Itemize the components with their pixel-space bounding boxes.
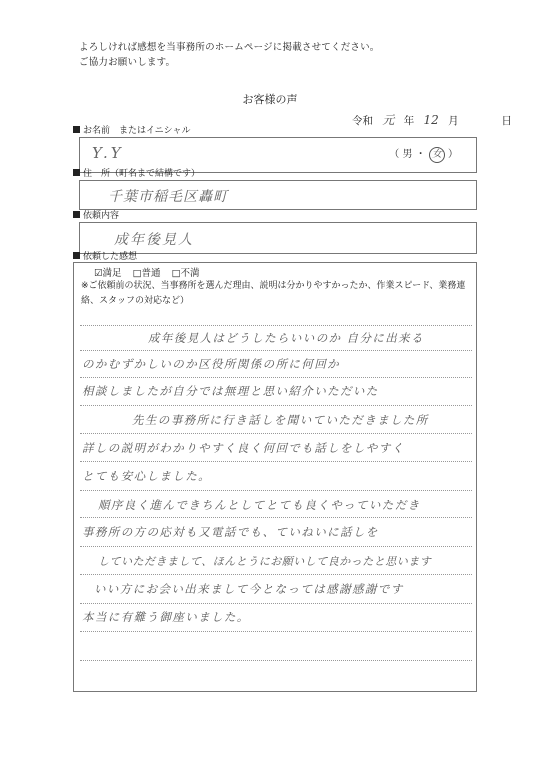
date-month: 12 [423,113,439,127]
impression-label: 依頼した感想 [83,252,138,262]
ruled-line [80,546,472,547]
ruled-line [80,325,472,326]
handwritten-line-9: していただきまして、ほんとうにお願いして良かったと思います [98,555,432,568]
intro-line-2: ご協力お願いします。 [79,57,176,68]
handwritten-line-11: 本当に有難う御座いました。 [82,610,250,624]
gender-choice [389,145,458,163]
ruled-line [80,631,472,632]
gender-selected-circle: 女 [429,147,445,163]
satisfaction-options [94,265,208,279]
square-bullet-icon [73,252,80,259]
request-field [79,222,477,254]
gender-close: ） [448,149,458,160]
date-month-unit: 月 [448,115,459,127]
option-normal: □普通 [132,268,161,279]
request-section-label [73,210,475,222]
square-bullet-icon [73,169,80,176]
handwritten-line-1: 成年後見人はどうしたらいいのか 自分に出来る [148,331,424,345]
ruled-line [80,461,472,462]
date-year: 元 [382,113,395,127]
gender-open: （ 男 ・ [389,149,426,160]
handwritten-line-2: のかむずかしいのか区役所関係の所に何回か [82,357,340,371]
square-bullet-icon [73,211,80,218]
handwritten-line-5: 詳しの説明がわかりやすく良く何回でも話しをしやすく [82,441,405,455]
ruled-line [80,574,472,575]
intro-line-1: よろしければ感想を当事務所のホームページに掲載させてください。 [79,42,380,53]
ruled-line [80,405,472,406]
handwritten-line-6: とても安心しました。 [82,469,211,483]
ruled-line [80,603,472,604]
intro-text [79,40,380,70]
address-label: 住 所（町名まで結構です） [83,169,201,179]
impression-note: ※ご依頼前の状況、当事務所を選んだ理由、説明は分かりやすかったか、作業スピード、業務連絡、スタッフの対応など） [81,281,466,306]
date-year-unit: 年 [403,115,415,127]
request-label: 依頼内容 [83,211,120,221]
handwritten-line-4: 先生の事務所に行き話しを聞いていただきました所 [132,413,429,427]
option-satisfied: ☑満足 [94,268,122,279]
date-era: 令和 [352,115,373,127]
date-day-unit: 日 [501,115,512,127]
name-value: Y.Y [92,144,124,162]
request-value: 成年後見人 [114,232,194,248]
ruled-line [80,490,472,491]
name-label: お名前 またはイニシャル [83,126,191,136]
name-section-label [73,125,475,137]
handwritten-line-8: 事務所の方の応対も又電話でも、ていねいに話しを [82,525,379,539]
handwritten-line-3: 相談しましたが自分では無理と思い紹介いただいた [82,384,379,398]
page-title: お客様の声 [242,93,298,106]
ruled-line [80,377,472,378]
handwritten-line-7: 順序良く進んできちんとしてとても良くやっていただき [98,498,421,512]
address-field [79,180,477,210]
option-dissatisfied: □不満 [171,268,200,279]
square-bullet-icon [73,126,80,133]
ruled-line [80,517,472,518]
ruled-line [80,660,472,661]
ruled-line [80,350,472,351]
address-value: 千葉市稲毛区轟町 [108,189,228,205]
ruled-line [80,433,472,434]
address-section-label [73,168,475,180]
handwritten-line-10: いい方にお会い出来まして今となっては感謝感謝です [94,582,404,596]
